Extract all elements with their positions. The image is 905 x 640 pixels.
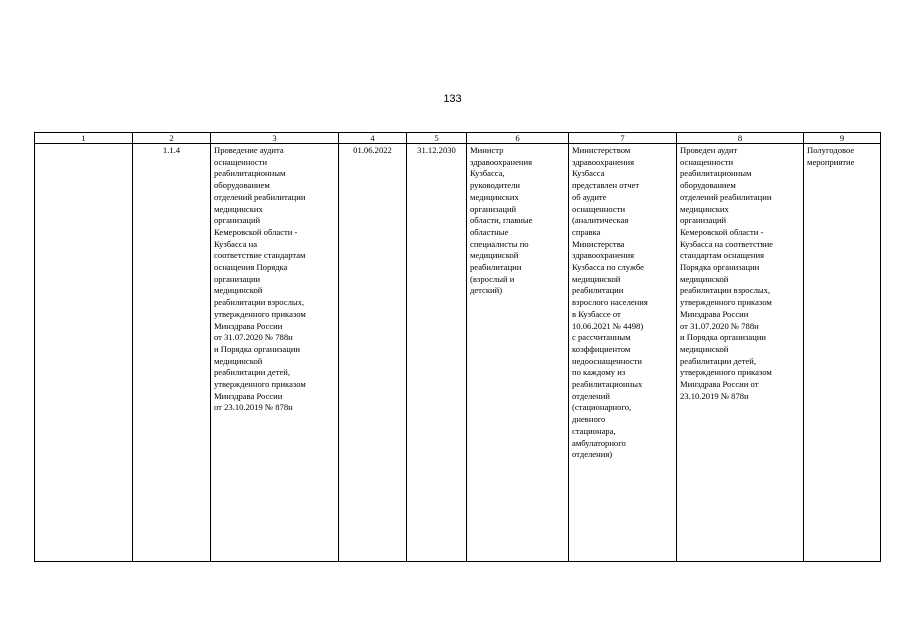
cell-text-line: специалисты по [470, 238, 529, 249]
cell-text-line: оборудованием [214, 180, 270, 191]
cell-text-line: Проведен аудит [680, 145, 738, 155]
cell-text-line: Министерства [572, 238, 625, 249]
cell-start-date: 01.06.2022 [339, 144, 407, 562]
events-table [34, 132, 881, 562]
cell-text-line: руководители [470, 180, 520, 191]
cell-item-number: 1.1.4 [133, 144, 211, 562]
cell-text-line: реабилитационным [214, 168, 286, 179]
cell-text-line: здравоохранения [572, 250, 635, 261]
cell-text-line: Минздрава России [214, 320, 283, 331]
cell-text-line: организаций [214, 215, 261, 226]
cell-text-line: организаций [470, 203, 517, 214]
cell-text-line: реабилитации взрослых, [214, 297, 305, 308]
cell-text-line: амбулаторного [572, 437, 626, 448]
cell-text-line: взрослого населения [572, 297, 648, 308]
cell-text-line: медицинской [680, 343, 729, 354]
cell-text-line: и Порядка организации [680, 332, 767, 343]
cell-text-line: здравоохранения [572, 156, 635, 167]
cell-text-line: 10.06.2021 № 4498) [572, 320, 644, 331]
cell-text-line: медицинских [680, 203, 729, 214]
cell-text-line: медицинских [214, 203, 263, 214]
cell-text-line: об аудите [572, 191, 607, 202]
cell-text-line: Кузбасса на соответствие [680, 238, 773, 249]
cell-text-line: оснащенности [680, 156, 734, 167]
cell-text-line: Проведение аудита [214, 145, 284, 155]
cell-text-line: от 23.10.2019 № 878н [214, 402, 293, 413]
cell-text-line: Кузбасса [572, 168, 605, 179]
cell-text-line: в Кузбассе от [572, 308, 621, 319]
cell-text-line: медицинской [572, 273, 621, 284]
cell-text-line: здравоохранения [470, 156, 533, 167]
cell-result-achieved [677, 144, 804, 562]
cell-text-line: Порядка организации [680, 262, 760, 273]
cell-text-line: утвержденного приказом [214, 379, 306, 390]
cell-text-line: оборудованием [680, 180, 736, 191]
cell-text-line: дневного [572, 414, 606, 425]
cell-text-line: Министр [470, 145, 504, 155]
cell-text-line: оснащенности [214, 156, 268, 167]
header-row [35, 133, 881, 144]
cell-text-line: Минздрава России [214, 390, 283, 401]
cell-text-line: с рассчитанным [572, 332, 631, 343]
cell-text-line: мероприятие [807, 156, 855, 167]
header-cell: 8 [677, 133, 804, 144]
cell-text-line: реабилитации детей, [214, 367, 291, 378]
header-cell: 2 [133, 133, 211, 144]
header-cell: 3 [211, 133, 339, 144]
cell-periodicity [804, 144, 881, 562]
cell-text-line: утвержденного приказом [680, 297, 772, 308]
cell-text-line: реабилитационных [572, 379, 643, 390]
header-cell: 4 [339, 133, 407, 144]
cell-text-line: (взрослый и [470, 273, 515, 284]
cell-text-line: организации [214, 273, 261, 284]
cell-end-date: 31.12.2030 [407, 144, 467, 562]
header-cell: 7 [569, 133, 677, 144]
cell-text-line: Кузбасса, [470, 168, 505, 179]
cell-text-line: медицинских [470, 191, 519, 202]
cell-text-line: отделений реабилитации [214, 191, 306, 202]
cell-text-line: справка [572, 226, 601, 237]
cell-text-line: Кузбасса по службе [572, 262, 644, 273]
cell-text-line: оснащения Порядка [214, 262, 288, 273]
cell-text-line: медицинской [470, 250, 519, 261]
cell-text-line: представлен отчет [572, 180, 640, 191]
cell-text-line: медицинской [214, 285, 263, 296]
cell-text-line: от 31.07.2020 № 788н [214, 332, 293, 343]
cell-text-line: Минздрава России [680, 308, 749, 319]
cell-text-line: оснащенности [572, 203, 626, 214]
cell-text-line: коэффициентом [572, 343, 631, 354]
cell-text-line: Полугодовое [807, 145, 855, 155]
header-cell: 6 [467, 133, 569, 144]
cell-text-line: Кемеровской области - [214, 226, 298, 237]
cell-result-planned [569, 144, 677, 562]
cell-text-line: недооснащенности [572, 355, 643, 366]
header-cell: 1 [35, 133, 133, 144]
header-cell: 9 [804, 133, 881, 144]
cell-responsible [467, 144, 569, 562]
cell-text-line: реабилитации [470, 262, 522, 273]
cell-text-line: Минздрава России от [680, 379, 759, 390]
cell-text-line: по каждому из [572, 367, 626, 378]
header-cell: 5 [407, 133, 467, 144]
cell-text-line: 23.10.2019 № 878н [680, 390, 749, 401]
cell-text-line: области, главные [470, 215, 533, 226]
cell-text-line: областные [470, 226, 509, 237]
cell-text-line: медицинской [214, 355, 263, 366]
cell-text-line: (стационарного, [572, 402, 632, 413]
cell-text-line: отделения) [572, 449, 613, 460]
cell-text-line: отделений [572, 390, 610, 401]
cell-text-line: реабилитации взрослых, [680, 285, 771, 296]
cell-text-line: от 31.07.2020 № 788н [680, 320, 759, 331]
cell-text-line: стационара, [572, 425, 616, 436]
cell-text-line: (аналитическая [572, 215, 629, 226]
cell-text-line: утвержденного приказом [214, 308, 306, 319]
cell-text-line: реабилитационным [680, 168, 752, 179]
cell-text-line: Кузбасса на [214, 238, 258, 249]
cell-text-line: соответствие стандартам [214, 250, 306, 261]
cell-text-line: детский) [470, 285, 503, 296]
cell-text-line: отделений реабилитации [680, 191, 772, 202]
cell-text-line: стандартам оснащения [680, 250, 765, 261]
cell-text-line: реабилитации [572, 285, 624, 296]
cell-text-line: Министерством [572, 145, 631, 155]
cell-text-line: Кемеровской области - [680, 226, 764, 237]
cell-col-1 [35, 144, 133, 562]
table-row [35, 144, 881, 562]
page-number: 133 [443, 93, 462, 105]
cell-text-line: медицинской [680, 273, 729, 284]
cell-event-description [211, 144, 339, 562]
cell-text-line: реабилитации детей, [680, 355, 757, 366]
cell-text-line: организаций [680, 215, 727, 226]
cell-text-line: и Порядка организации [214, 343, 301, 354]
cell-text-line: утвержденного приказом [680, 367, 772, 378]
